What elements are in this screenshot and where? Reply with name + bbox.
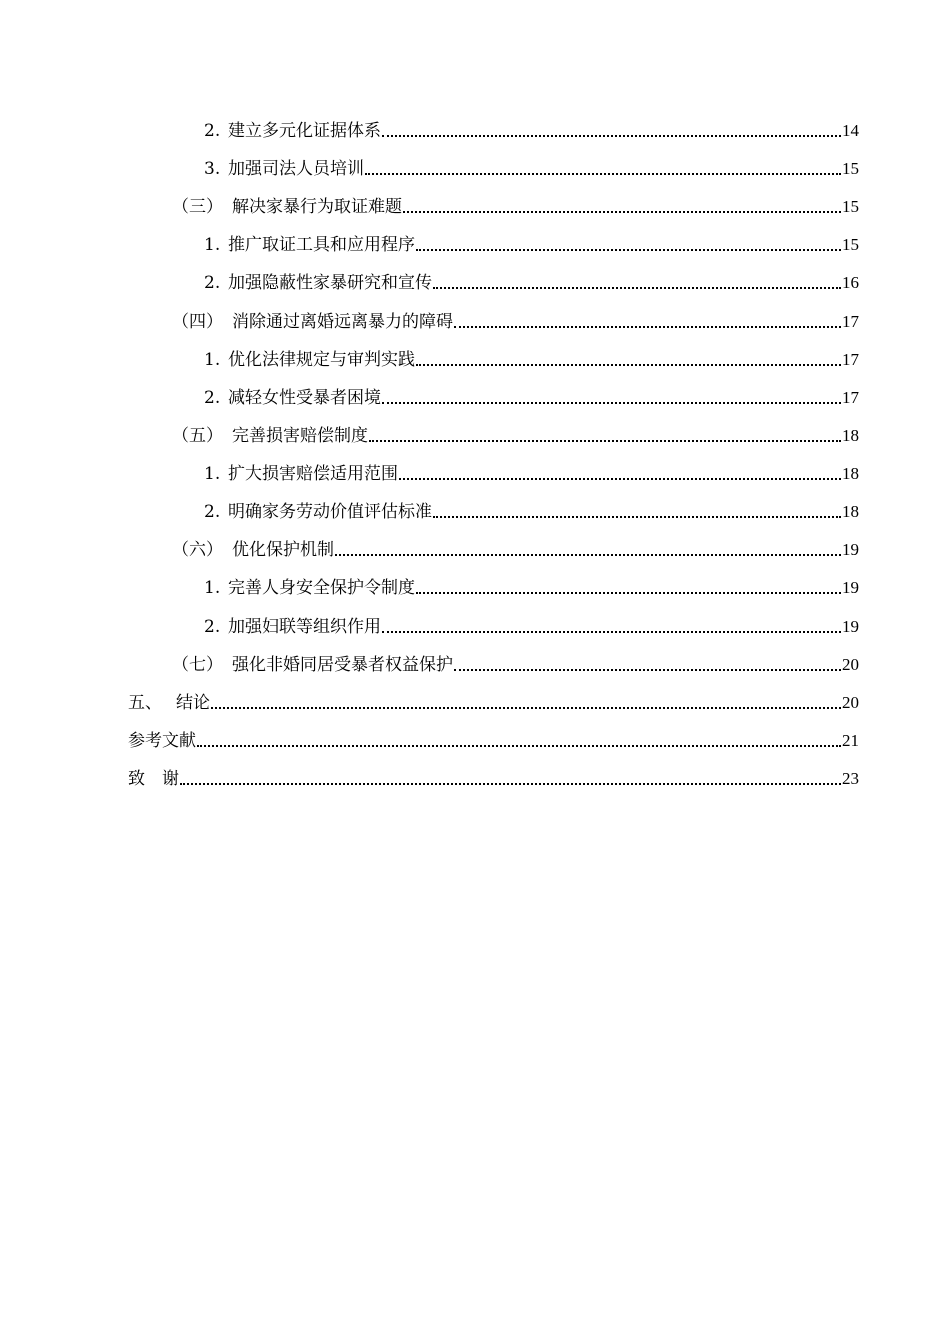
toc-entry-page: 19: [842, 578, 859, 597]
toc-entry-page: 18: [842, 464, 859, 483]
toc-entry-page: 23: [842, 769, 859, 788]
toc-entry-number: 2.: [204, 388, 221, 408]
toc-entry-title: 完善损害赔偿制度: [232, 426, 368, 446]
toc-entry-title: 加强司法人员培训: [228, 159, 364, 179]
toc-leader-dots: [433, 501, 841, 523]
toc-entry-title: 优化保护机制: [232, 540, 334, 560]
toc-entry-page: 15: [842, 159, 859, 178]
toc-entry[interactable]: [128, 724, 859, 752]
toc-entry-number: 1.: [204, 464, 221, 484]
toc-entry-title: 扩大损害赔偿适用范围: [228, 464, 398, 484]
toc-leader-dots: [382, 387, 841, 409]
toc-entry-number: 1.: [204, 235, 221, 255]
toc-entry-title: 明确家务劳动价值评估标准: [228, 502, 432, 522]
toc-entry-page: 16: [842, 273, 859, 292]
toc-entry[interactable]: [204, 152, 859, 180]
toc-leader-dots: [454, 654, 841, 676]
toc-entry[interactable]: [172, 533, 859, 561]
toc-entry-page: 18: [842, 502, 859, 521]
toc-leader-dots: [399, 463, 841, 485]
toc-entry-title: 致 谢: [128, 769, 179, 789]
toc-entry-number: 五、: [128, 693, 162, 713]
toc-entry-title: 解决家暴行为取证难题: [232, 197, 402, 217]
toc-entry-page: 17: [842, 350, 859, 369]
toc-entry[interactable]: [204, 381, 859, 409]
toc-entry-title: 加强妇联等组织作用: [228, 617, 381, 637]
toc-entry-page: 20: [842, 655, 859, 674]
toc-leader-dots: [416, 349, 841, 371]
toc-entry-page: 14: [842, 121, 859, 140]
toc-entry[interactable]: [204, 571, 859, 599]
toc-leader-dots: [365, 158, 841, 180]
toc-entry-page: 19: [842, 540, 859, 559]
toc-entry-number: （四）: [172, 312, 223, 332]
toc-entry-title: 结论: [176, 693, 210, 713]
toc-leader-dots: [382, 616, 841, 638]
toc-entry-number: 2.: [204, 273, 221, 293]
toc-entry-page: 20: [842, 693, 859, 712]
toc-entry-number: 1.: [204, 578, 221, 598]
toc-leader-dots: [335, 539, 841, 561]
toc-leader-dots: [211, 692, 841, 714]
toc-entry[interactable]: [204, 228, 859, 256]
toc-entry-title: 加强隐蔽性家暴研究和宣传: [228, 273, 432, 293]
toc-entry-number: （六）: [172, 540, 223, 560]
toc-entry-title: 推广取证工具和应用程序: [228, 235, 415, 255]
toc-entry-number: （七）: [172, 655, 223, 675]
toc-entry-page: 15: [842, 197, 859, 216]
toc-entry-page: 19: [842, 617, 859, 636]
toc-entry-number: 2.: [204, 502, 221, 522]
toc-entry[interactable]: [204, 343, 859, 371]
toc-entry-page: 18: [842, 426, 859, 445]
toc-entry-number: 2.: [204, 617, 221, 637]
toc-leader-dots: [454, 311, 841, 333]
toc-leader-dots: [433, 272, 841, 294]
toc-entry[interactable]: [172, 648, 859, 676]
toc-entry-number: （三）: [172, 197, 223, 217]
toc-entry-number: 1.: [204, 350, 221, 370]
toc-leader-dots: [403, 196, 841, 218]
toc-leader-dots: [416, 577, 841, 599]
toc-entry[interactable]: [128, 762, 859, 790]
toc-entry[interactable]: [128, 686, 859, 714]
toc-leader-dots: [369, 425, 841, 447]
toc-entry-number: 2.: [204, 121, 221, 141]
toc-entry[interactable]: [204, 495, 859, 523]
toc-entry[interactable]: [204, 457, 859, 485]
toc-entry[interactable]: [172, 305, 859, 333]
toc-entry-title: 优化法律规定与审判实践: [228, 350, 415, 370]
toc-leader-dots: [416, 234, 841, 256]
toc-leader-dots: [197, 730, 841, 752]
toc-entry[interactable]: [204, 610, 859, 638]
toc-entry[interactable]: [204, 114, 859, 142]
toc-entry-page: 17: [842, 388, 859, 407]
toc-leader-dots: [180, 768, 841, 790]
toc-entry-title: 参考文献: [128, 731, 196, 751]
toc-entry[interactable]: [172, 190, 859, 218]
toc-entry-page: 17: [842, 312, 859, 331]
toc-entry-title: 完善人身安全保护令制度: [228, 578, 415, 598]
toc-entry-title: 减轻女性受暴者困境: [228, 388, 381, 408]
toc-entry-title: 消除通过离婚远离暴力的障碍: [232, 312, 453, 332]
toc-entry-title: 建立多元化证据体系: [228, 121, 381, 141]
toc-entry-page: 21: [842, 731, 859, 750]
toc-entry-title: 强化非婚同居受暴者权益保护: [232, 655, 453, 675]
toc-entry[interactable]: [172, 419, 859, 447]
toc-entry-number: 3.: [204, 159, 221, 179]
toc-entry-number: （五）: [172, 426, 223, 446]
toc-entry[interactable]: [204, 266, 859, 294]
toc-leader-dots: [382, 120, 841, 142]
toc-entry-page: 15: [842, 235, 859, 254]
